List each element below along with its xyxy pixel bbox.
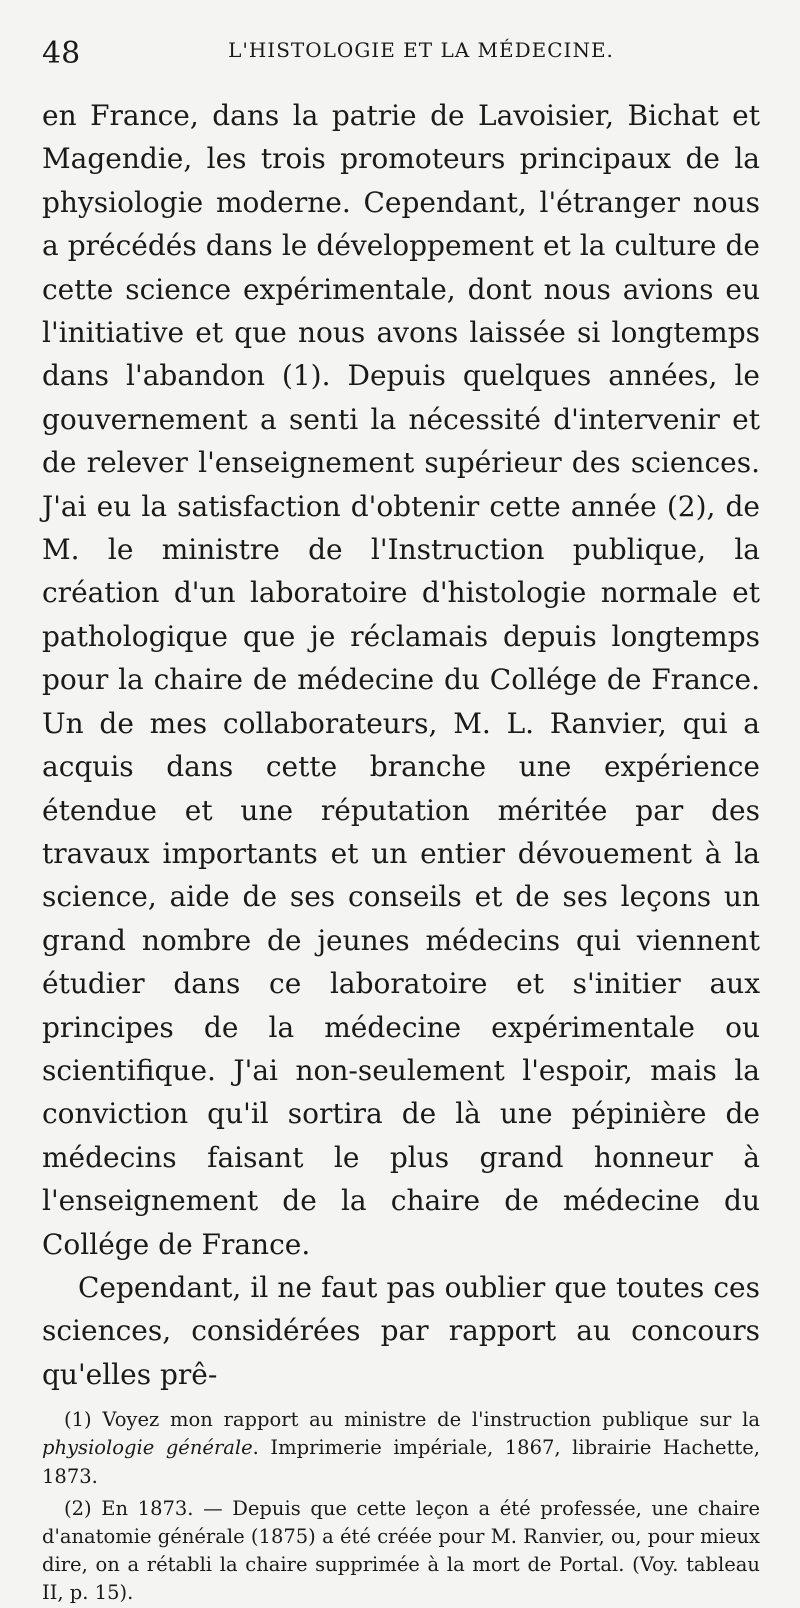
running-title: L'HISTOLOGIE ET LA MÉDECINE. [228, 38, 614, 62]
footnote-1-italic-title: physiologie générale [42, 1436, 253, 1460]
footnotes [42, 1406, 760, 1607]
paragraph: en France, dans la patrie de Lavoisier, Bichat et Magendie, les trois promoteurs principaux de la physiologie moderne. Cependant, l'étranger nous a précédés dans le développement et la culture de cette science expérimentale, dont nous avions eu l'initiative et que nous avons laissée si longtemps dans l'abandon (1). Depuis quelques années, le gouvernement a senti la nécessité d'intervenir et de relever l'enseignement supérieur des sciences. J'ai eu la satisfaction d'obtenir cette année (2), de M. le ministre de l'Instruction publique, la création d'un laboratoire d'histologie normale et pathologique que je réclamais depuis longtemps pour la chaire de médecine du Collége de France. Un de mes collaborateurs, M. L. Ranvier, qui a acquis dans cette branche une expérience étendue et une réputation méritée par des travaux importants et un entier dévouement à la science, aide de ses conseils et de ses leçons un grand nombre de jeunes médecins qui viennent étudier dans ce laboratoire et s'initier aux principes de la médecine expérimentale ou scientifique. J'ai non-seulement l'espoir, mais la conviction qu'il sortira de là une pépinière de médecins faisant le plus grand honneur à l'enseignement de la chaire de médecine du Collége de France. [42, 99, 760, 1261]
main-text [42, 94, 760, 1396]
footnote-2: (2) En 1873. — Depuis que cette leçon a été professée, une chaire d'anatomie générale (1875) a été créée pour M. Ranvier, ou, pour mieux dire, on a rétabli la chaire supprimée à la mort de Portal. (Voy. tableau II, p. 15). [42, 1496, 760, 1605]
footnote-1-text-end: . Imprimerie impériale, 1867, librairie Hachette, 1873. [42, 1436, 760, 1488]
page-number: 48 [42, 36, 81, 71]
paragraph: Cependant, il ne faut pas oublier que toutes ces sciences, considérées par rapport au concours qu'elles prê- [42, 1270, 760, 1391]
footnote-1 [42, 1406, 760, 1491]
page-header [42, 34, 760, 78]
footnote-1-text-start: (1) Voyez mon rapport au ministre de l'instruction publique sur la [64, 1408, 760, 1432]
